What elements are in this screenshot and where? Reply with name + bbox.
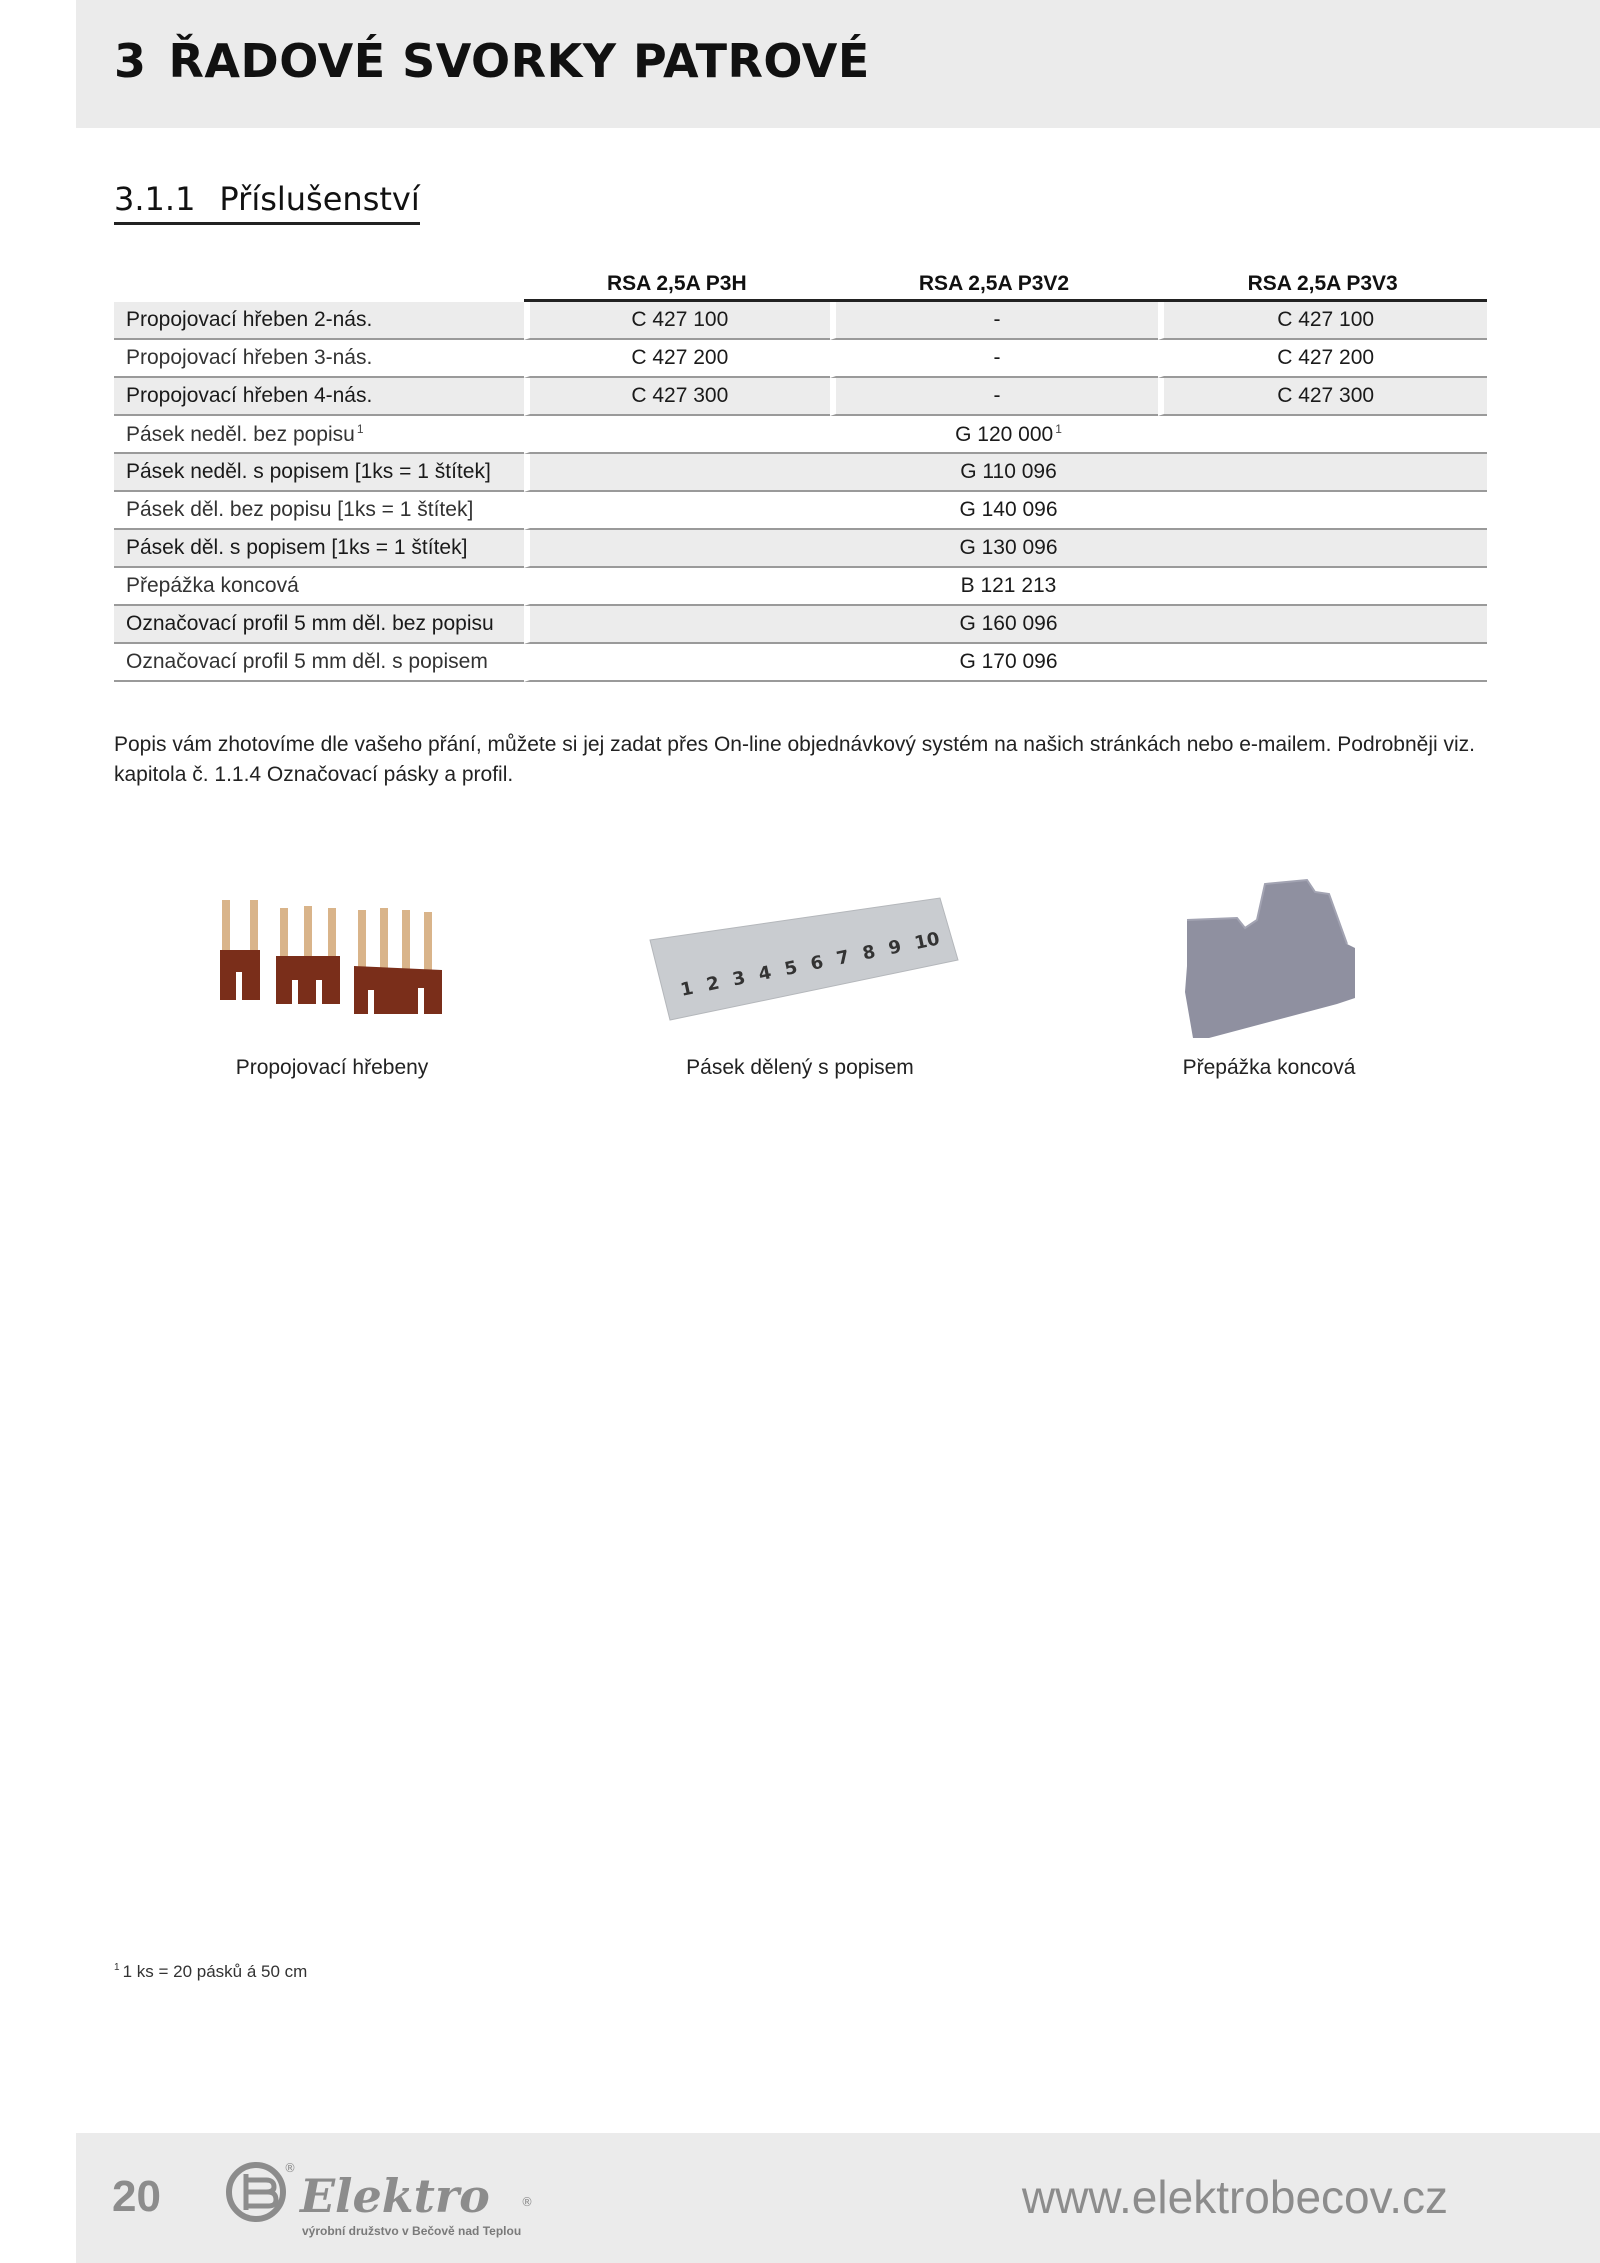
column-header-p3v3: RSA 2,5A P3V3 [1158,260,1487,302]
table-header-empty [114,260,524,302]
chapter-title [114,34,870,88]
strip-number: 5 [782,956,800,981]
merged-cell: G 130 096 [524,530,1487,568]
merged-cell-text: G 120 000 [955,422,1054,446]
logo-subtitle: výrobní družstvo v Bečově nad Teplou [302,2224,522,2238]
end-plate-image [1089,870,1449,1040]
page-number: 20 [112,2172,161,2221]
footnote-marker: 1 [1055,421,1062,436]
figure-caption: Propojovací hřebeny [235,1056,429,1079]
column-header-p3v2: RSA 2,5A P3V2 [830,260,1159,302]
cell-p3v2: - [830,340,1159,378]
cell-p3h: C 427 300 [524,378,830,416]
table-row [114,340,1487,378]
merged-cell: G 170 096 [524,644,1487,682]
strip-number: 1 [678,977,696,1001]
cell-p3v3: C 427 300 [1158,378,1487,416]
table-row [114,454,1487,492]
cell-p3v3: C 427 200 [1158,340,1487,378]
section-number: 3.1.1 [114,180,196,218]
footnote-marker: 1 [356,421,364,436]
table-row [114,644,1487,682]
row-label: Přepážka koncová [114,568,524,606]
merged-cell: G 160 096 [524,606,1487,644]
accessories-table [114,260,1487,682]
merged-cell: G 110 096 [524,454,1487,492]
logo-registered-mark: ® [284,2161,296,2175]
row-label-text: Pásek neděl. bez popisu [126,422,355,446]
row-label: Pásek neděl. s popisem [1ks = 1 štítek] [114,454,524,492]
cell-p3h: C 427 100 [524,302,830,340]
table-row [114,492,1487,530]
footnote-text: 1 ks = 20 pásků á 50 cm [122,1962,308,1981]
cell-p3v3: C 427 100 [1158,302,1487,340]
table-row [114,302,1487,340]
cell-p3v2: - [830,378,1159,416]
website-url: www.elektrobecov.cz [1021,2171,1448,2223]
row-label: Propojovací hřeben 4-nás. [114,378,524,416]
merged-cell: G 140 096 [524,492,1487,530]
merged-cell [524,416,1487,454]
strip-number: 7 [834,946,852,970]
section-title-text: Příslušenství [219,180,420,218]
figure-caption: Přepážka koncová [1182,1056,1356,1079]
table-row [114,530,1487,568]
strip-number: 10 [912,928,942,955]
table-header-row [114,260,1487,302]
row-label: Označovací profil 5 mm děl. s popisem [114,644,524,682]
strip-number: 6 [808,951,826,975]
row-label [114,416,524,454]
strip-number: 3 [730,967,748,991]
comb-4 [354,908,442,1014]
row-label: Označovací profil 5 mm děl. bez popisu [114,606,524,644]
table-row [114,416,1487,454]
strip-number: 9 [886,936,904,960]
table-row [114,606,1487,644]
logo-wordmark: Elektro [300,2169,490,2223]
column-header-p3h: RSA 2,5A P3H [524,260,830,302]
chapter-number: 3 [114,34,147,88]
logo-wordmark-registered: ® [521,2195,533,2209]
cell-p3h: C 427 200 [524,340,830,378]
footnote [114,1962,307,1982]
figure-caption: Pásek dělený s popisem [686,1056,914,1079]
row-label: Propojovací hřeben 2-nás. [114,302,524,340]
strip-number: 8 [860,941,878,965]
merged-cell: B 121 213 [524,568,1487,606]
marker-strip-image [620,870,980,1040]
note-paragraph: Popis vám zhotovíme dle vašeho přání, můžete si jej zadat přes On-line objednávkový systém na našich stránkách nebo e-mailem. Podrobněji viz. kapitola č. 1.1.4 Označovací pásky a profil. [114,733,1476,786]
table-row [114,378,1487,416]
cell-p3v2: - [830,302,1159,340]
strip-number: 2 [704,972,722,996]
strip-number: 4 [756,962,774,986]
comb-3 [276,906,340,1004]
row-label: Pásek děl. bez popisu [1ks = 1 štítek] [114,492,524,530]
chapter-title-text: ŘADOVÉ SVORKY PATROVÉ [168,34,870,88]
row-label: Propojovací hřeben 3-nás. [114,340,524,378]
table-row [114,568,1487,606]
comb-2 [220,900,260,1000]
jumper-combs-image [152,870,512,1040]
eb-emblem-icon [229,2165,283,2219]
footnote-mark: 1 [114,1962,120,1974]
section-title [114,180,420,225]
row-label: Pásek děl. s popisem [1ks = 1 štítek] [114,530,524,568]
